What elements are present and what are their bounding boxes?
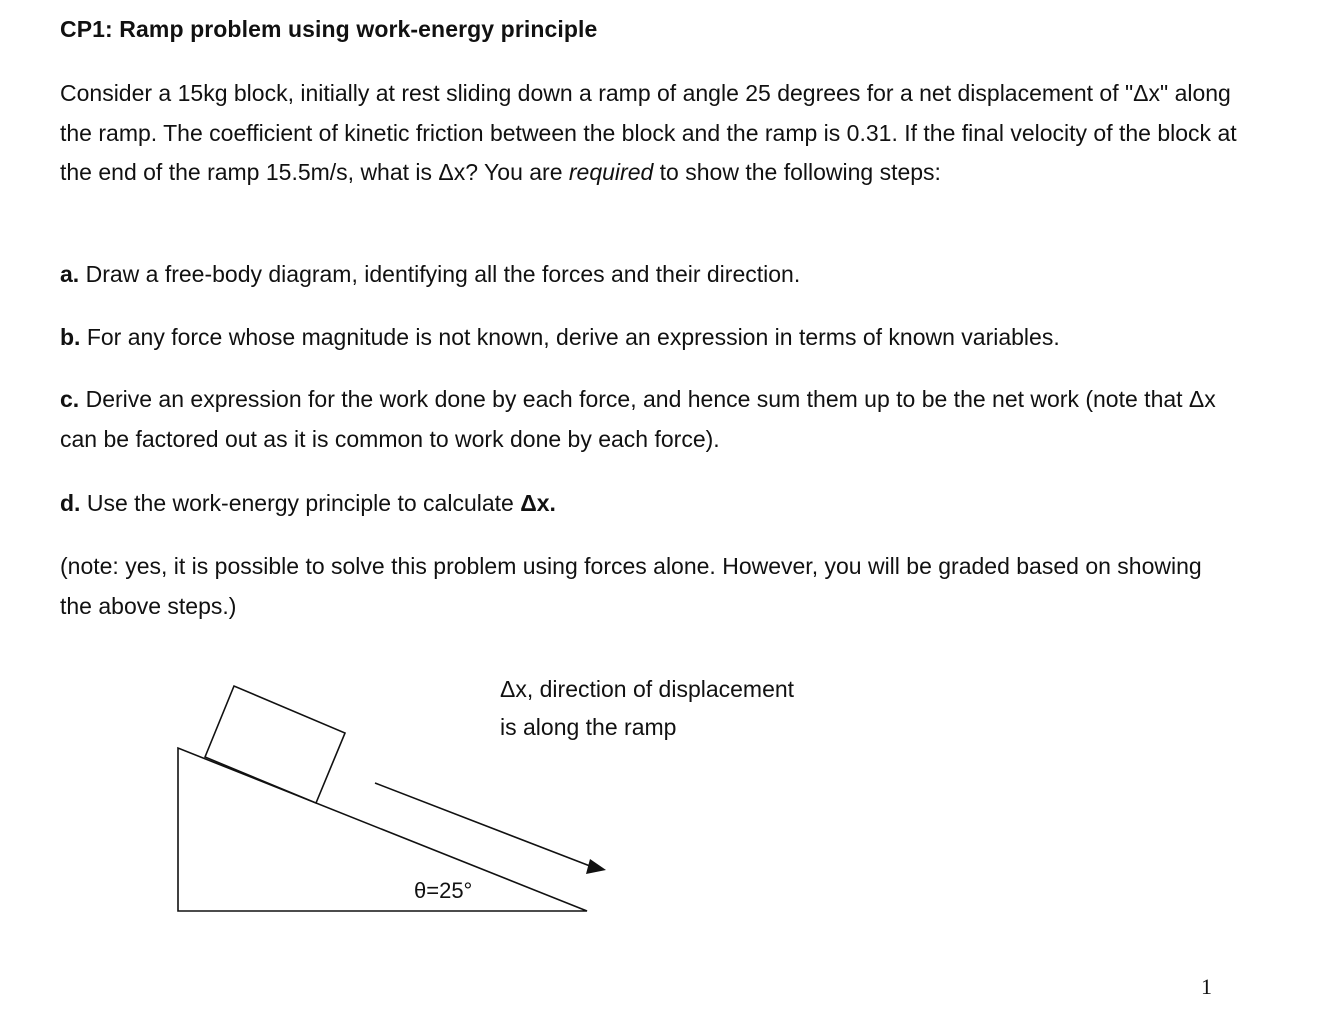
angle-label: θ=25° xyxy=(414,878,473,903)
problem-statement-part1: Consider a 15kg block, initially at rest sliding down a ramp of angle 25 degrees for a net displacement of "Δx" along the ramp. The coefficient of kinetic friction between the block and the ramp is 0.31. If the final velocity of the block at the end of the ramp 15.5m/s, what is Δx? You are xyxy=(60,80,1237,185)
page-number: 1 xyxy=(1201,974,1212,999)
grading-note: (note: yes, it is possible to solve this problem using forces alone. However, you will be graded based on showing the above steps.) xyxy=(60,553,1202,619)
step-d-bold-tail: Δx. xyxy=(520,490,556,516)
problem-statement-emphasis: required xyxy=(568,159,654,185)
step-a-label: a. xyxy=(60,261,80,287)
step-c xyxy=(60,380,1240,459)
step-b-text: For any force whose magnitude is not known, derive an expression in terms of known variables. xyxy=(80,324,1060,350)
step-c-text: Derive an expression for the work done by each force, and hence sum them up to be the net work (note that Δx can be factored out as it is common to work done by each force). xyxy=(60,386,1216,452)
displacement-arrow-line xyxy=(375,783,590,866)
step-d-text: Use the work-energy principle to calculate xyxy=(80,490,521,516)
step-c-label: c. xyxy=(60,386,80,412)
step-d-label: d. xyxy=(60,490,81,516)
ramp-triangle xyxy=(178,748,587,911)
step-b-label: b. xyxy=(60,324,81,350)
step-d xyxy=(60,484,1240,524)
step-a xyxy=(60,255,1240,295)
problem-statement-part2: to show the following steps: xyxy=(653,159,941,185)
problem-statement xyxy=(60,74,1240,193)
displacement-label: Δx, direction of displacement is along the ramp xyxy=(500,676,795,740)
block-rectangle xyxy=(205,686,345,803)
displacement-arrowhead xyxy=(586,859,606,874)
page-title: CP1: Ramp problem using work-energy principle xyxy=(60,16,598,42)
step-a-text: Draw a free-body diagram, identifying all the forces and their direction. xyxy=(79,261,801,287)
step-b xyxy=(60,318,1240,358)
